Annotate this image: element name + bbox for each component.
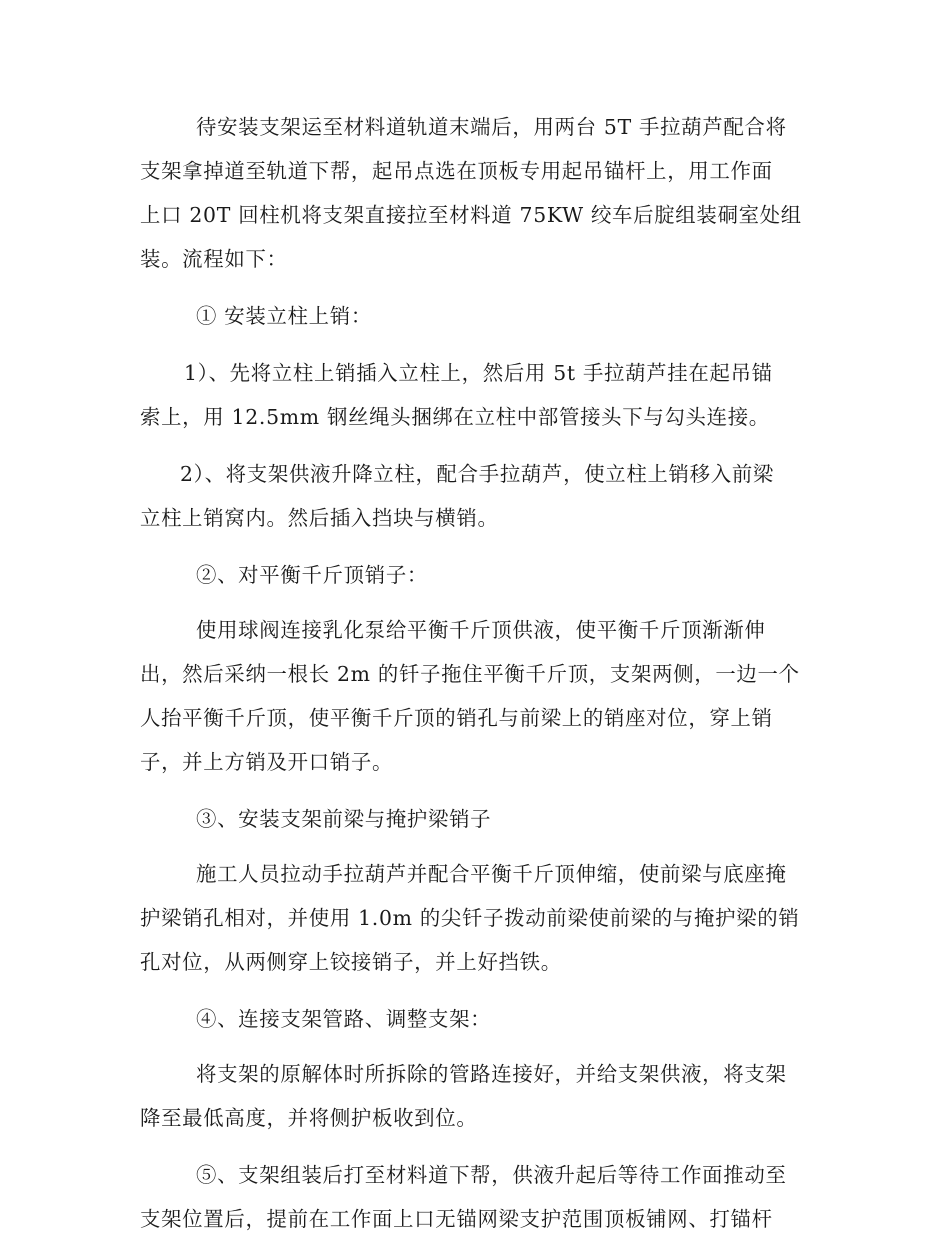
text-line: 上口 20T 回柱机将支架直接拉至材料道 75KW 绞车后腚组装硐室处组 [140, 203, 802, 227]
text-line: 孔对位，从两侧穿上铰接销子，并上好挡铁。 [140, 950, 562, 974]
step-heading-3 [140, 797, 810, 841]
step-heading-4 [140, 997, 810, 1041]
paragraph-step-3 [140, 852, 810, 984]
text-line: 降至最低高度，并将侧护板收到位。 [140, 1106, 478, 1130]
text-line: 使用球阀连接乳化泵给平衡千斤顶供液，使平衡千斤顶渐渐伸 [196, 618, 766, 642]
text-line: 待安装支架运至材料道轨道末端后，用两台 5T 手拉葫芦配合将 [196, 115, 787, 139]
text-line: ① 安装立柱上销： [196, 304, 372, 328]
text-line: 护梁销孔相对，并使用 1.0m 的尖钎子拨动前梁使前梁的与掩护梁的销 [140, 906, 800, 930]
paragraph-intro [140, 105, 810, 281]
paragraph-step-4 [140, 1052, 810, 1140]
text-line: 装。流程如下： [140, 247, 288, 271]
text-line: 施工人员拉动手拉葫芦并配合平衡千斤顶伸缩，使前梁与底座掩 [196, 862, 787, 886]
paragraph-substep-2 [140, 452, 810, 540]
text-line: 人抬平衡千斤顶，使平衡千斤顶的销孔与前梁上的销座对位，穿上销 [140, 706, 773, 730]
text-line: ②、对平衡千斤顶销子： [196, 563, 428, 587]
step-heading-1 [140, 294, 810, 338]
paragraph-substep-1 [140, 351, 810, 439]
text-line: ④、连接支架管路、调整支架： [196, 1007, 492, 1031]
text-line: 2）、将支架供液升降立柱，配合手拉葫芦，使立柱上销移入前梁 [180, 462, 775, 486]
text-line: 立柱上销窝内。然后插入挡块与横销。 [140, 506, 499, 530]
text-line: 索上，用 12.5mm 钢丝绳头捆绑在立柱中部管接头下与勾头连接。 [140, 405, 770, 429]
text-line: 将支架的原解体时所拆除的管路连接好，并给支架供液，将支架 [196, 1062, 787, 1086]
text-line: ③、安装支架前梁与掩护梁销子 [196, 807, 492, 831]
text-line: 支架位置后，提前在工作面上口无锚网梁支护范围顶板铺网、打锚杆 [140, 1207, 773, 1231]
text-line: 子，并上方销及开口销子。 [140, 750, 394, 774]
paragraph-step-2 [140, 608, 810, 784]
text-line: 1）、先将立柱上销插入立柱上，然后用 5t 手拉葫芦挂在起吊锚 [184, 361, 773, 385]
text-line: ⑤、支架组装后打至材料道下帮，供液升起后等待工作面推动至 [196, 1163, 787, 1187]
text-line: 出，然后采纳一根长 2m 的钎子拖住平衡千斤顶，支架两侧，一边一个 [140, 662, 800, 686]
text-line: 支架拿掉道至轨道下帮，起吊点选在顶板专用起吊锚杆上，用工作面 [140, 159, 773, 183]
paragraph-step-5 [140, 1153, 810, 1241]
document-body [140, 105, 810, 1241]
step-heading-2 [140, 553, 810, 597]
